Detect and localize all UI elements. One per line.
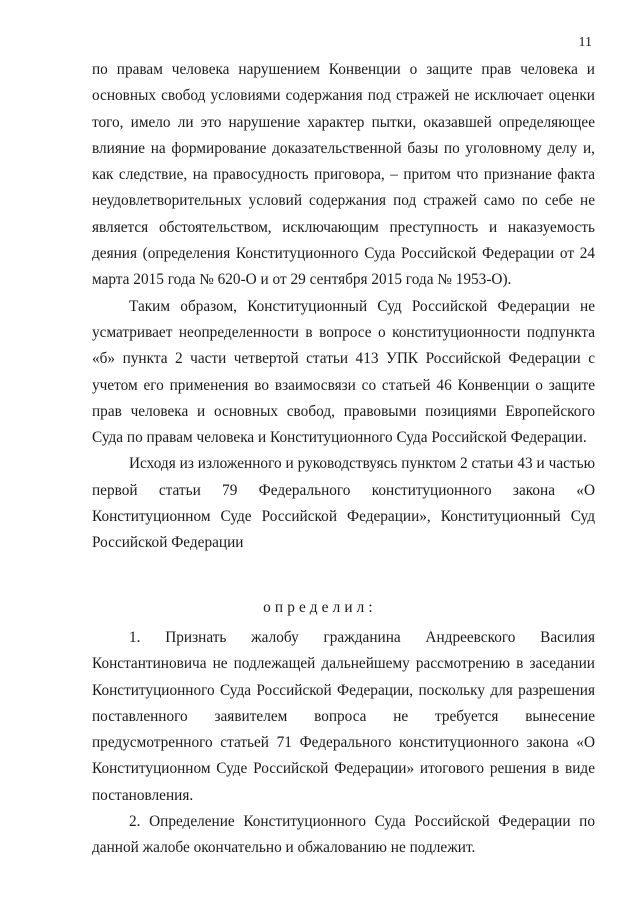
ruling-item-1: 1. Признать жалобу гражданина Андреевского Василия Константиновича не подлежащей дальнейшему рассмотрению в заседании Конституционного Суда Российской Федерации, поскольку для разрешения поставленного заявителем вопроса не требуется вынесение предусмотренного статьей 71 Федерального конституционного закона «О Конституционном Суде Российской Федерации» итогового решения в виде постановления. — [92, 629, 595, 804]
paragraph-conclusion: Таким образом, Конституционный Суд Российской Федерации не усматривает неопределенности в вопросе о конституционности подпункта «б» пункта 2 части четвертой статьи 413 УПК Российской Федерации с учетом его применения во взаимосвязи со статьей 46 Конвенции о защите прав человека и основных свобод, правовыми позициями Европейского Суда по правам человека и Конституционного Суда Российской Федерации. — [92, 297, 595, 447]
page-number: 11 — [578, 35, 592, 50]
body-text-bottom — [92, 625, 595, 862]
ruling-heading: определил: — [263, 599, 377, 616]
body-text-top — [92, 57, 595, 557]
ruling-item-2: 2. Определение Конституционного Суда Российской Федерации по данной жалобе окончательно и обжалованию не подлежит. — [92, 813, 595, 857]
paragraph-continuation: по правам человека нарушением Конвенции о защите прав человека и основных свобод условиями содержания под стражей не исключает оценки того, имело ли это нарушение характер пытки, оказавшей определяющее влияние на формирование доказательственной базы по уголовному делу и, как следствие, на правосудность приговора, – притом что признание факта неудовлетворительных условий содержания под стражей само по себе не является обстоятельством, исключающим преступность и наказуемость деяния (определения Конституционного Суда Российской Федерации от 24 марта 2015 года № 620-О и от 29 сентября 2015 года № 1953-О). — [92, 61, 595, 289]
paragraph-grounds: Исходя из изложенного и руководствуясь пунктом 2 статьи 43 и частью первой статьи 79 Федерального конституционного закона «О Конституционном Суде Российской Федерации», Конституционный Суд Российской Федерации — [92, 455, 595, 552]
